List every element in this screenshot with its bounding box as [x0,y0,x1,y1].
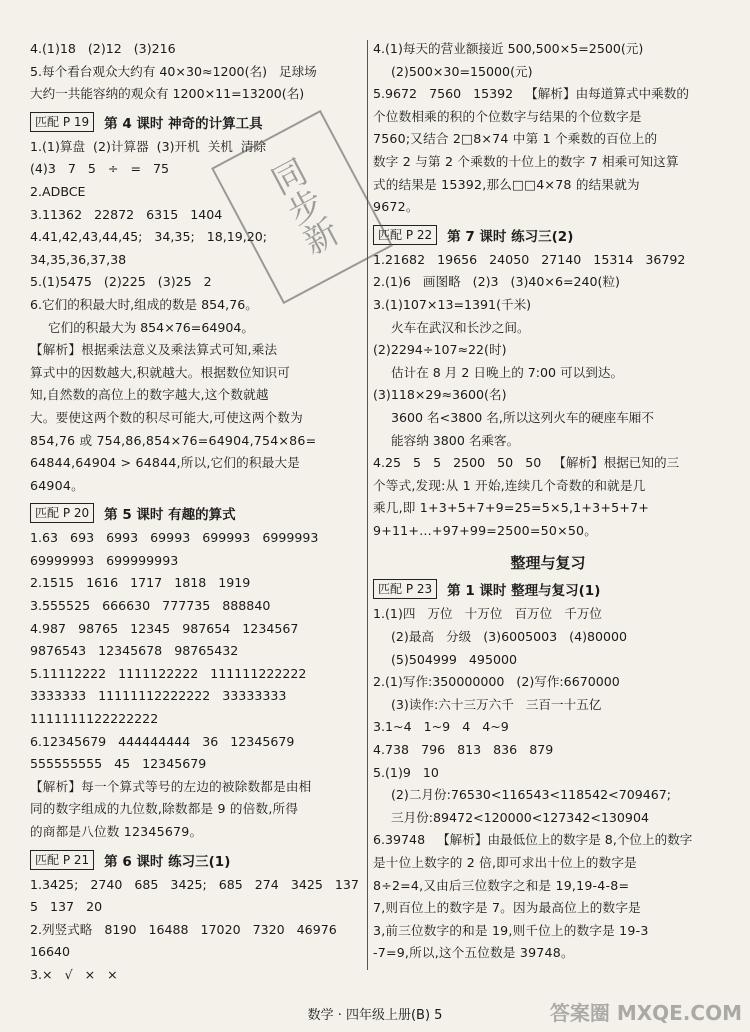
explanation-line: 9672。 [373,199,419,215]
answer-line: 它们的积最大为 854×76=64904。 [48,319,254,335]
answer-line: 3.555525 666630 777735 888840 [30,598,271,614]
explanation-line: 乘几,即 1+3+5+7+9=25=5×5,1+3+5+7+ [373,500,650,516]
page-footer: 数学 · 四年级上册(B) 5 [307,1008,443,1023]
answer-line: 5.(1)9 10 [373,764,439,780]
answer-line: 5.9672 7560 15392 【解析】由每道算式中乘数的 [373,86,689,102]
lesson-title: 第 4 课时 神奇的计算工具 [104,115,263,132]
answer-line: 3600 名<3800 名,所以这列火车的硬座车厢不 [391,409,654,425]
lesson-header [30,850,364,870]
answer-line: 3.(1)107×13=1391(千米) [373,296,532,312]
explanation-line: 大。要使这两个数的积尽可能大,可使这两个数为 [30,409,303,425]
page-ref-tag: 匹配 P 21 [30,850,94,870]
answer-line: 34,35,36,37,38 [30,251,127,267]
answer-line: 2.1515 1616 1717 1818 1919 [30,575,251,591]
answer-line: (3)118×29≈3600(名) [373,387,507,403]
explanation-line: 64904。 [30,477,84,493]
explanation-line: 算式中的因数越大,积就越大。根据数位知识可 [30,364,291,380]
answer-line: 4.25 5 5 2500 50 50 【解析】根据已知的三 [373,455,680,471]
answer-line: 5.11112222 1111122222 111111222222 [30,665,307,681]
explanation-line: 数字 2 与第 2 个乘数的十位上的数字 7 相乘可知这算 [373,153,679,169]
answer-line: 1.21682 19656 24050 27140 15314 36792 [373,251,686,267]
answer-line: 1.(1)四 万位 十万位 百万位 千万位 [373,606,603,622]
answer-line: (2)2294÷107≈22(时) [373,342,507,358]
answer-line: 1.3425; 2740 685 3425; 685 274 3425 137 [30,876,359,892]
answer-line: 1.(1)算盘 (2)计算器 (3)开机 关机 清除 [30,138,267,154]
answer-line: 火车在武汉和长沙之间。 [391,319,530,335]
answer-line: 3.1~4 1~9 4 4~9 [373,719,509,735]
answer-line: 三月份:89472<120000<127342<130904 [391,809,649,825]
lesson-header [373,225,723,245]
answer-line: (2)二月份:76530<116543<118542<709467; [391,787,672,803]
explanation-line: 知,自然数的高位上的数字越大,这个数就越 [30,387,269,403]
answer-line: 16640 [30,944,71,960]
explanation-line: 式的结果是 15392,那么□□4×78 的结果就为 [373,176,640,192]
answer-line: 5.每个看台观众大约有 40×30≈1200(名) 足球场 [30,63,317,79]
answer-line: 能容纳 3800 名乘客。 [391,432,520,448]
explanation-line: 64844,64904 > 64844,所以,它们的积最大是 [30,455,301,471]
page-ref-tag: 匹配 P 20 [30,503,94,523]
answer-line: (2)500×30=15000(元) [391,63,533,79]
answer-line: 555555555 45 12345679 [30,756,207,772]
explanation-line: 个等式,发现:从 1 开始,连续几个奇数的和就是几 [373,477,646,493]
answer-line: 1111111122222222 [30,711,159,727]
explanation-line: 8÷2=4,又由后三位数字之和是 19,19-4-8= [373,877,630,893]
lesson-title: 第 1 课时 整理与复习(1) [447,583,601,600]
watermark: 答案圈 MXQE.COM [549,1001,742,1025]
lesson-title: 第 7 课时 练习三(2) [447,228,574,245]
page-ref-tag: 匹配 P 22 [373,225,437,245]
answer-line: 大约一共能容纳的观众有 1200×11=13200(名) [30,86,305,102]
answer-line: 3333333 11111112222222 33333333 [30,688,287,704]
lesson-title: 第 5 课时 有趣的算式 [104,507,236,524]
answer-line: 4.987 98765 12345 987654 1234567 [30,620,299,636]
column-divider [367,40,368,970]
answer-line: (5)504999 495000 [391,651,517,667]
answer-line: 2.(1)6 画图略 (2)3 (3)40×6=240(粒) [373,274,620,290]
explanation-line: 7,则百位上的数字是 7。因为最高位上的数字是 [373,900,641,916]
answer-line: 2.列竖式略 8190 16488 17020 7320 46976 [30,921,337,937]
answer-line: 2.(1)写作:350000000 (2)写作:6670000 [373,674,620,690]
lesson-header [30,503,364,523]
answer-line: 6.12345679 444444444 36 12345679 [30,733,295,749]
answer-line: 6.39748 【解析】由最低位上的数字是 8,个位上的数字 [373,832,693,848]
answer-line: (2)最高 分级 (3)6005003 (4)80000 [391,629,628,645]
explanation-line: 9+11+…+97+99=2500=50×50。 [373,522,598,538]
explanation-line: 7560;又结合 2□8×74 中第 1 个乘数的百位上的 [373,131,658,147]
answer-line: 6.它们的积最大时,组成的数是 854,76。 [30,296,258,312]
explanation-line: 个位数相乘的积的个位数字与结果的个位数字是 [373,108,642,124]
explanation-line: 854,76 或 754,86,854×76=64904,754×86= [30,432,317,448]
answer-line: 5.(1)5475 (2)225 (3)25 2 [30,274,212,290]
answer-line: (4)3 7 5 ÷ = 75 [30,161,170,177]
answer-line: 4.41,42,43,44,45; 34,35; 18,19,20; [30,229,268,245]
answer-line: 估计在 8 月 2 日晚上的 7:00 可以到达。 [391,364,624,380]
answer-line: 1.63 693 6993 69993 699993 6999993 [30,530,319,546]
answer-line: 3.× √ × × [30,966,118,982]
section-title: 整理与复习 [510,554,586,573]
explanation-line: 是十位上数字的 2 倍,即可求出十位上的数字是 [373,855,637,870]
answer-line: (3)读作:六十三万六千 三百一十五亿 [391,696,602,712]
answer-line: 2.ADBCE [30,183,86,199]
answer-line: 4.738 796 813 836 879 [373,742,554,758]
page-ref-tag: 匹配 P 19 [30,112,94,132]
explanation-line: -7=9,所以,这个五位数是 39748。 [373,945,574,961]
right-column [373,38,723,965]
lesson-title: 第 6 课时 练习三(1) [104,853,231,870]
explanation-line: 同的数字组成的九位数,除数都是 9 的倍数,所得 [30,801,299,817]
explanation-line: 【解析】每一个算式等号的左边的被除数都是由相 [30,778,312,794]
explanation-line: 【解析】根据乘法意义及乘法算式可知,乘法 [30,342,278,358]
explanation-line: 3,前三位数字的和是 19,则千位上的数字是 19-3 [373,922,649,938]
stamp-mark: 同步新 [211,110,393,304]
page-ref-tag: 匹配 P 23 [373,579,437,599]
answer-line: 4.(1)每天的营业额接近 500,500×5=2500(元) [373,41,644,56]
lesson-header [373,579,723,599]
answer-line: 5 137 20 [30,899,103,915]
answer-line: 3.11362 22872 6315 1404 [30,206,223,222]
answer-line: 9876543 12345678 98765432 [30,643,239,659]
explanation-line: 的商都是八位数 12345679。 [30,824,203,839]
answer-line: 69999993 699999993 [30,552,179,568]
answer-line: 4.(1)18 (2)12 (3)216 [30,41,176,56]
